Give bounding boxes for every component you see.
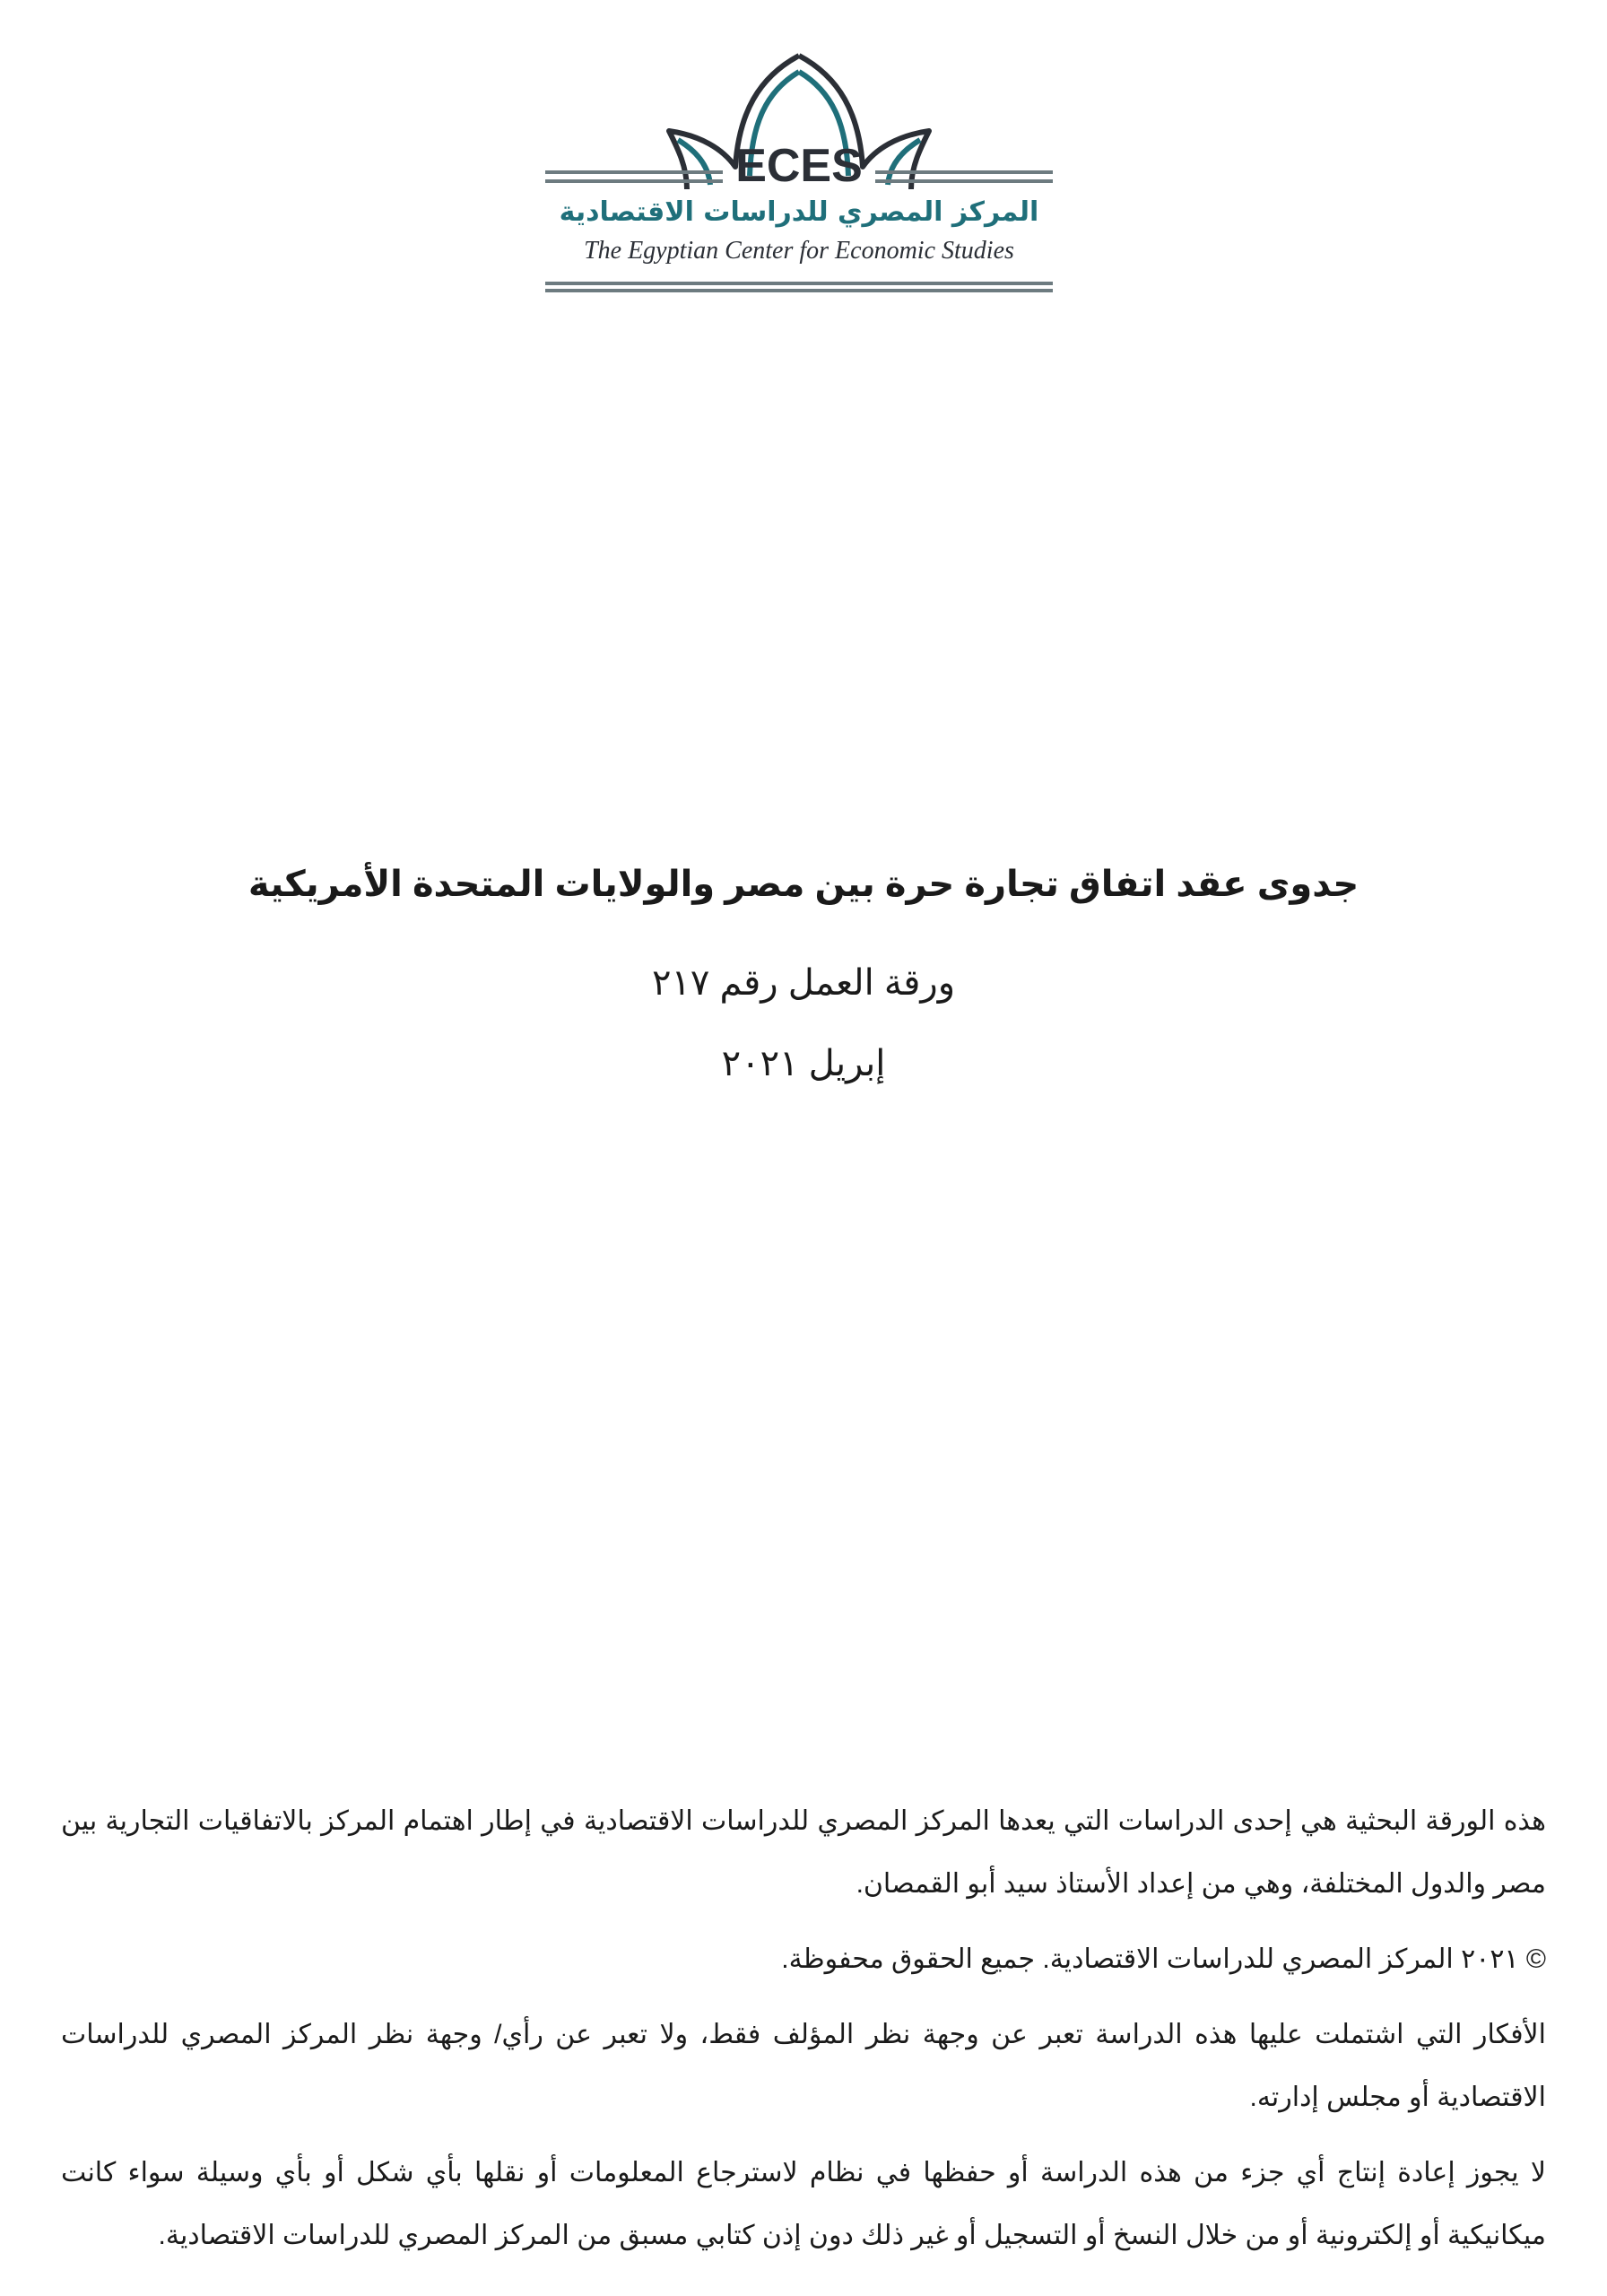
about-paragraph: هذه الورقة البحثية هي إحدى الدراسات التي يعدها المركز المصري للدراسات الاقتصادية في إطار اهتمام المركز بالاتفاقيات التجارية بين مصر والدول المختلفة، وهي من إعداد الأستاذ سيد أبو القمصان. <box>61 1806 1546 1899</box>
logo-arabic-name: المركز المصري للدراسات الاقتصادية <box>559 196 1039 228</box>
document-title: جدوى عقد اتفاق تجارة حرة بين مصر والولايات المتحدة الأمريكية <box>248 865 1359 904</box>
working-paper-number: ورقة العمل رقم ٢١٧ <box>651 963 956 1003</box>
copyright-paragraph: © ٢٠٢١ المركز المصري للدراسات الاقتصادية. جميع الحقوق محفوظة. <box>781 1944 1546 1974</box>
footer-notes <box>61 1790 1546 2280</box>
logo-acronym: ECES <box>735 140 863 192</box>
eces-logo-graphic <box>543 50 1055 292</box>
title-block <box>0 857 1607 1091</box>
logo-english-name: The Egyptian Center for Economic Studies <box>584 237 1014 265</box>
reproduction-paragraph: لا يجوز إعادة إنتاج أي جزء من هذه الدراسة أو حفظها في نظام لاسترجاع المعلومات أو نقلها بأي شكل أو بأي وسيلة سواء كانت ميكانيكية أو إلكترونية أو من خلال النسخ أو التسجيل أو غير ذلك دون إذن كتابي مسبق من المركز المصري للدراسات الاقتصادية. <box>61 2158 1546 2250</box>
publication-date: إبريل ٢٠٢١ <box>721 1044 886 1083</box>
disclaimer-paragraph: الأفكار التي اشتملت عليها هذه الدراسة تعبر عن وجهة نظر المؤلف فقط، ولا تعبر عن رأي/ وجهة نظر المركز المصري للدراسات الاقتصادية أو مجلس إدارته. <box>61 2020 1546 2112</box>
eces-logo <box>543 50 1055 292</box>
